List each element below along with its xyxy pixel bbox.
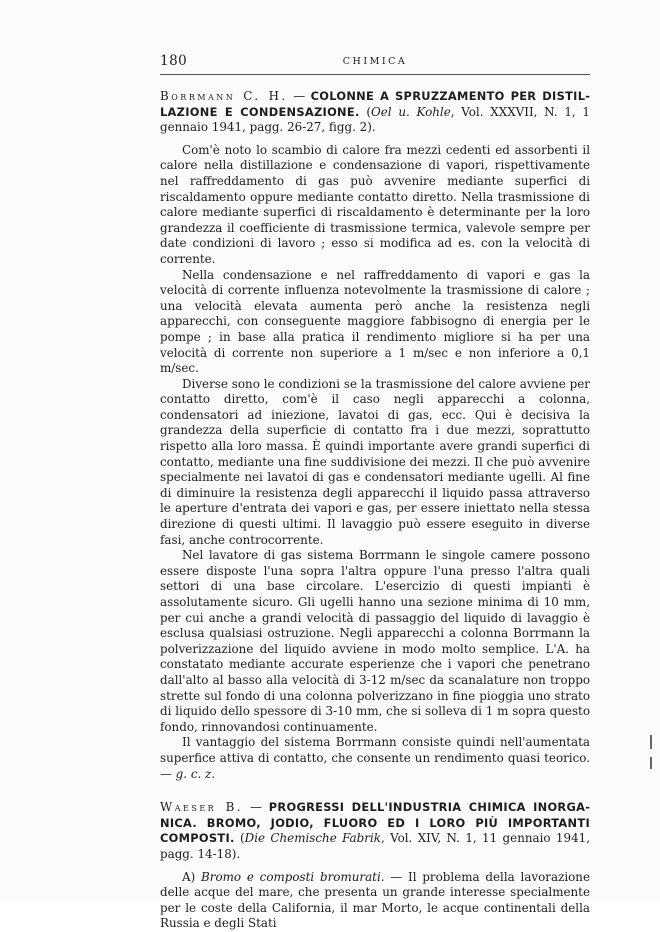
paragraph: Nella condensazione e nel raffreddamento di vapori e gas la velocità di corrente influenza notevolmente la trasmissione di calore ; una velocità elevata aumenta però anche la resistenza negli apparecchi, con conseguente maggiore fabbisogno di energia per le pompe ; in base alla pratica il rendimento migliore si ha per una velocità di corrente non superiore a 1 m/sec e non inferiore a 0,1 m/sec. [160,267,590,376]
running-header [160,50,590,75]
section-label: Bromo e composti bromurati. [201,869,385,884]
journal-name: Die Chemische Fabrik [244,831,381,846]
entry-author: Waeser B. [160,800,244,815]
margin-mark [650,735,652,749]
entry-author: Borrmann C. H. [160,89,288,103]
citation-details: , Vol. XXXVII, N. 1, 1 gennaio 1941, pagg. 26-27, figg. 2). [160,104,590,135]
paragraph-text: Il vantaggio del sistema Borrmann consiste quindi nell'aumentata superfice attiva di contatto, che consente un rendimento quasi teorico. [160,735,590,765]
reviewer-signature: — g. c. z. [160,766,216,781]
paragraph: Diverse sono le condizioni se la trasmissione del calore avviene per contatto diretto, com'è il caso negli apparecchi a colonna, condensatori ad iniezione, lavatoi di gas, ecc. Qui è decisiva la grandezza della superficie di contatto fra i due mezzi, soprattutto rispetto alla loro massa. È quindi importante avere grandi superfici di contatto, mediante una fine suddivisione dei mezzi. Il che può avvenire specialmente nei lavatoi di gas e condensatori mediante ugelli. Al fine di diminuire la resistenza degli apparecchi il liquido passa attraverso le aperture d'entrata dei vapori e gas, per essere iniettato nella stessa direzione di questi ultimi. Il lavaggio può essere eseguito in diverse fasi, anche controcorrente. [160,376,590,547]
paragraph: Com'è noto lo scambio di calore fra mezzi cedenti ed assorbenti il calore nella distillazione e condensazione di vapori, rispettivamente nel raffreddamento di gas può avvenire mediante superfici di riscaldamento oppure mediante contatto diretto. Nella trasmissione di calore mediante superfici di riscaldamento è determinante per la loro grandezza il coefficiente di trasmissione termica, valevole sempre per date condizioni di lavoro ; esso si modifica ad es. con la velocità di corrente. [160,142,590,266]
section-prefix: A) [182,869,202,884]
paragraph-final [160,735,590,782]
article-body [160,89,590,932]
running-title: CHIMICA [342,56,408,67]
page-number: 180 [160,53,188,69]
paragraph [160,870,590,932]
entry-heading [160,89,590,136]
entry-heading [160,800,590,862]
citation-prefix: ( [234,831,245,846]
entry-dash: — [243,800,269,815]
margin-mark [650,757,652,769]
citation-details: , Vol. XIV, N. 1, 11 gennaio 1941, pagg. 14-18). [160,831,590,861]
entry-title: COLONNE A SPRUZZAMENTO PER DISTILLAZIONE E CONDENSAZIONE. [160,89,590,119]
section-text: — Il problema della lavorazione delle acque del mare, che presenta un grande interesse specialmente per le coste della California, il mar Morto, le acque continentali della Russia e degli Stati [160,869,590,931]
entry-dash: — [287,89,311,103]
citation-prefix: ( [359,104,371,119]
journal-name: Oel u. Kohle [371,104,451,119]
paragraph: Nel lavatore di gas sistema Borrmann le singole camere possono essere disposte l'una sopra l'altra oppure l'una presso l'altra quali settori di una base circolare. L'esercizio di questi impianti è assolutamente sicuro. Gli ugelli hanno una sezione minima di 10 mm, per cui anche a grandi velocità di passaggio del liquido di lavaggio è esclusa qualsiasi ostruzione. Negli apparecchi a colonna Borrmann la polverizzazione del liquido avviene in modo molto semplice. L'A. ha constatato mediante accurate esperienze che i vapori che penetrano dall'alto al basso alla velocità di 3-12 m/sec da scanalature non troppo strette sul fondo di una colonna polverizzano in fine pioggia uno strato di liquido dello spessore di 3-10 mm, che si solleva di 1 m sopra questo fondo, rinnovandosi continuamente. [160,548,590,734]
entry-title: PROGRESSI DELL'INDUSTRIA CHIMICA INORGANICA. BROMO, JODIO, FLUORO ED I LORO PIÙ IMPORTANTI COMPOSTI. [160,800,591,846]
